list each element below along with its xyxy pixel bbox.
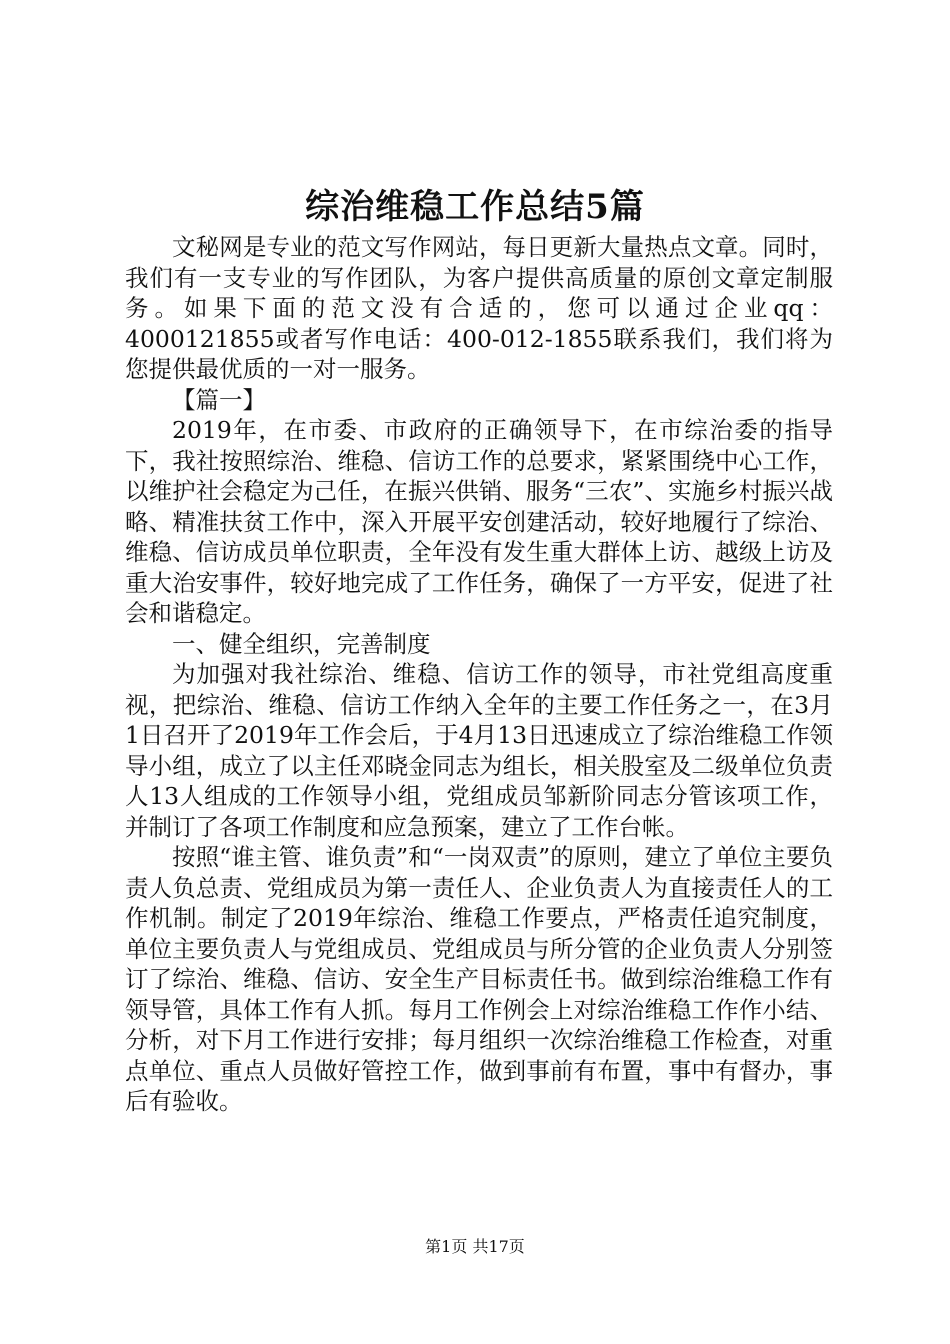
section-heading-part-one: 【篇一】 <box>172 385 266 414</box>
body-paragraph: 为加强对我社综治、维稳、信访工作的领导，市社党组高度重视，把综治、维稳、信访工作纳入全年的主要工作任务之一，在3月1日召开了2019年工作会后，于4月13日迅速成立了综治维稳工作领导小组，成立了以主任邓晓金同志为组长，相关股室及二级单位负责人13人组成的工作领导小组，党组成员邹新阶同志分管该项工作，并制订了各项工作制度和应急预案，建立了工作台帐。 <box>125 660 833 841</box>
body-paragraph: 2019年，在市委、市政府的正确领导下，在市综治委的指导下，我社按照综治、维稳、信访工作的总要求，紧紧围绕中心工作，以维护社会稳定为己任，在振兴供销、服务“三农”、实施乡村振兴战略、精准扶贫工作中，深入开展平安创建活动，较好地履行了综治、维稳、信访成员单位职责，全年没有发生重大群体上访、越级上访及重大治安事件，较好地完成了工作任务，确保了一方平安，促进了社会和谐稳定。 <box>125 416 833 627</box>
document-body <box>125 232 833 1117</box>
page-number-footer: 第1页 共17页 <box>425 1237 525 1256</box>
subsection-heading: 一、健全组织，完善制度 <box>172 629 431 658</box>
document-title: 综治维稳工作总结5篇 <box>305 187 645 227</box>
intro-paragraph: 文秘网是专业的范文写作网站，每日更新大量热点文章。同时，我们有一支专业的写作团队，为客户提供高质量的原创文章定制服务。如果下面的范文没有合适的，您可以通过企业qq：4000121855或者写作电话：400-012-1855联系我们，我们将为您提供最优质的一对一服务。 <box>125 233 833 383</box>
body-paragraph: 按照“谁主管、谁负责”和“一岗双责”的原则，建立了单位主要负责人负总责、党组成员为第一责任人、企业负责人为直接责任人的工作机制。制定了2019年综治、维稳工作要点，严格责任追究制度，单位主要负责人与党组成员、党组成员与所分管的企业负责人分别签订了综治、维稳、信访、安全生产目标责任书。做到综治维稳工作有领导管，具体工作有人抓。每月工作例会上对综治维稳工作作小结、分析，对下月工作进行安排；每月组织一次综治维稳工作检查，对重点单位、重点人员做好管控工作，做到事前有布置，事中有督办，事后有验收。 <box>125 843 833 1115</box>
